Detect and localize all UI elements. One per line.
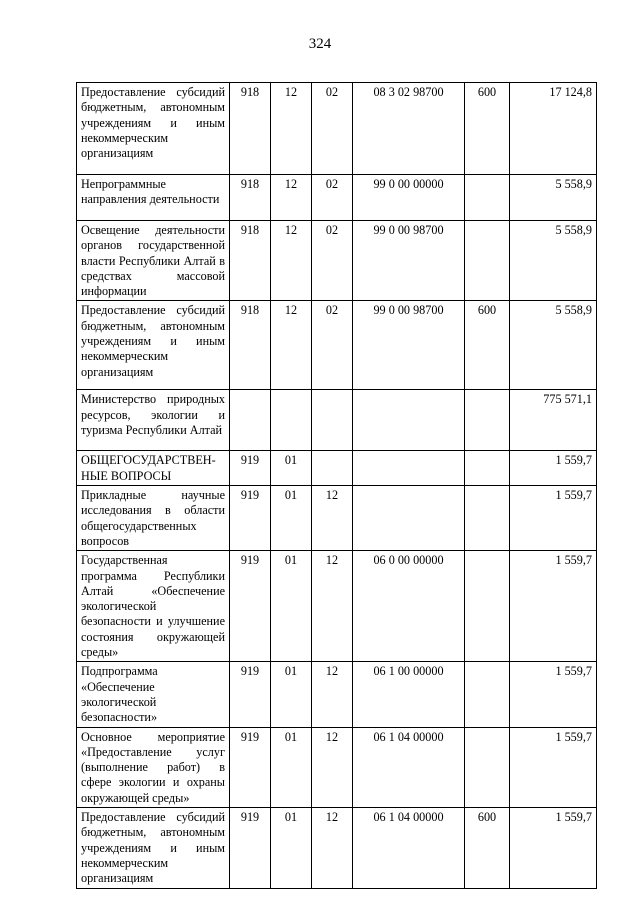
expense-type-code: [465, 662, 510, 727]
amount: 1 559,7: [510, 486, 597, 551]
target-code: 99 0 00 98700: [353, 221, 465, 301]
subsection-code: 02: [312, 175, 353, 221]
section-code: 12: [271, 83, 312, 175]
section-code: [271, 390, 312, 451]
expense-type-code: [465, 390, 510, 451]
target-code: 99 0 00 98700: [353, 301, 465, 390]
ministry-code: 918: [230, 301, 271, 390]
section-code: 12: [271, 221, 312, 301]
section-code: 12: [271, 301, 312, 390]
subsection-code: 02: [312, 221, 353, 301]
expense-type-code: [465, 221, 510, 301]
target-code: [353, 451, 465, 486]
ministry-code: 919: [230, 551, 271, 662]
amount: 17 124,8: [510, 83, 597, 175]
amount: 775 571,1: [510, 390, 597, 451]
section-code: 01: [271, 727, 312, 807]
row-name: Основное мероприятие «Предоставление услуг (выполнение работ) в сфере экологии и охраны окружающей среды»: [77, 727, 230, 807]
table-row: [77, 551, 597, 662]
amount: 5 558,9: [510, 221, 597, 301]
expense-type-code: [465, 451, 510, 486]
subsection-code: 02: [312, 83, 353, 175]
section-code: 12: [271, 175, 312, 221]
row-name: Предоставление субсидий бюджетным, автономным учреждениям и иным некоммерческим организациям: [77, 301, 230, 390]
subsection-code: 12: [312, 808, 353, 888]
target-code: 06 1 04 00000: [353, 727, 465, 807]
amount: 5 558,9: [510, 175, 597, 221]
row-name: Государственная программа Республики Алтай «Обеспечение экологической безопасности и улучшение состояния окружающей среды»: [77, 551, 230, 662]
table-row: [77, 175, 597, 221]
target-code: [353, 486, 465, 551]
ministry-code: [230, 390, 271, 451]
target-code: [353, 390, 465, 451]
expense-type-code: [465, 175, 510, 221]
section-code: 01: [271, 486, 312, 551]
subsection-code: 12: [312, 662, 353, 727]
target-code: 06 1 04 00000: [353, 808, 465, 888]
subsection-code: 12: [312, 551, 353, 662]
subsection-code: [312, 390, 353, 451]
table-row: [77, 662, 597, 727]
table-row: [77, 451, 597, 486]
row-name: Освещение деятельности органов государственной власти Республики Алтай в средствах массовой информации: [77, 221, 230, 301]
ministry-code: 919: [230, 486, 271, 551]
section-code: 01: [271, 662, 312, 727]
subsection-code: 12: [312, 486, 353, 551]
page-number: 324: [308, 36, 332, 52]
row-name: Предоставление субсидий бюджетным, автономным учреждениям и иным некоммерческим организациям: [77, 83, 230, 175]
target-code: 08 3 02 98700: [353, 83, 465, 175]
table-row: [77, 486, 597, 551]
row-name: Непрограммные направления деятельности: [77, 175, 230, 221]
ministry-code: 918: [230, 221, 271, 301]
amount: 1 559,7: [510, 727, 597, 807]
expense-type-code: [465, 727, 510, 807]
row-name: Министерство природных ресурсов, экологии и туризма Республики Алтай: [77, 390, 230, 451]
subsection-code: 12: [312, 727, 353, 807]
target-code: 06 0 00 00000: [353, 551, 465, 662]
row-name: Подпрограмма «Обеспечение экологической безопасности»: [77, 662, 230, 727]
expense-type-code: [465, 551, 510, 662]
table-row: [77, 390, 597, 451]
ministry-code: 919: [230, 727, 271, 807]
target-code: 99 0 00 00000: [353, 175, 465, 221]
amount: 1 559,7: [510, 662, 597, 727]
amount: 1 559,7: [510, 451, 597, 486]
expense-type-code: [465, 486, 510, 551]
table-row: [77, 221, 597, 301]
section-code: 01: [271, 451, 312, 486]
subsection-code: 02: [312, 301, 353, 390]
ministry-code: 919: [230, 451, 271, 486]
section-code: 01: [271, 808, 312, 888]
amount: 1 559,7: [510, 808, 597, 888]
row-name: Прикладные научные исследования в области общегосударственных вопросов: [77, 486, 230, 551]
table-row: [77, 727, 597, 807]
budget-table: [76, 82, 597, 889]
amount: 1 559,7: [510, 551, 597, 662]
table-row: [77, 83, 597, 175]
ministry-code: 918: [230, 83, 271, 175]
expense-type-code: 600: [465, 808, 510, 888]
subsection-code: [312, 451, 353, 486]
expense-type-code: 600: [465, 83, 510, 175]
amount: 5 558,9: [510, 301, 597, 390]
ministry-code: 919: [230, 808, 271, 888]
target-code: 06 1 00 00000: [353, 662, 465, 727]
ministry-code: 919: [230, 662, 271, 727]
section-code: 01: [271, 551, 312, 662]
table-row: [77, 808, 597, 888]
row-name: Предоставление субсидий бюджетным, автономным учреждениям и иным некоммерческим организациям: [77, 808, 230, 888]
row-name: ОБЩЕГОСУДАРСТВЕН-НЫЕ ВОПРОСЫ: [77, 451, 230, 486]
table-row: [77, 301, 597, 390]
expense-type-code: 600: [465, 301, 510, 390]
ministry-code: 918: [230, 175, 271, 221]
